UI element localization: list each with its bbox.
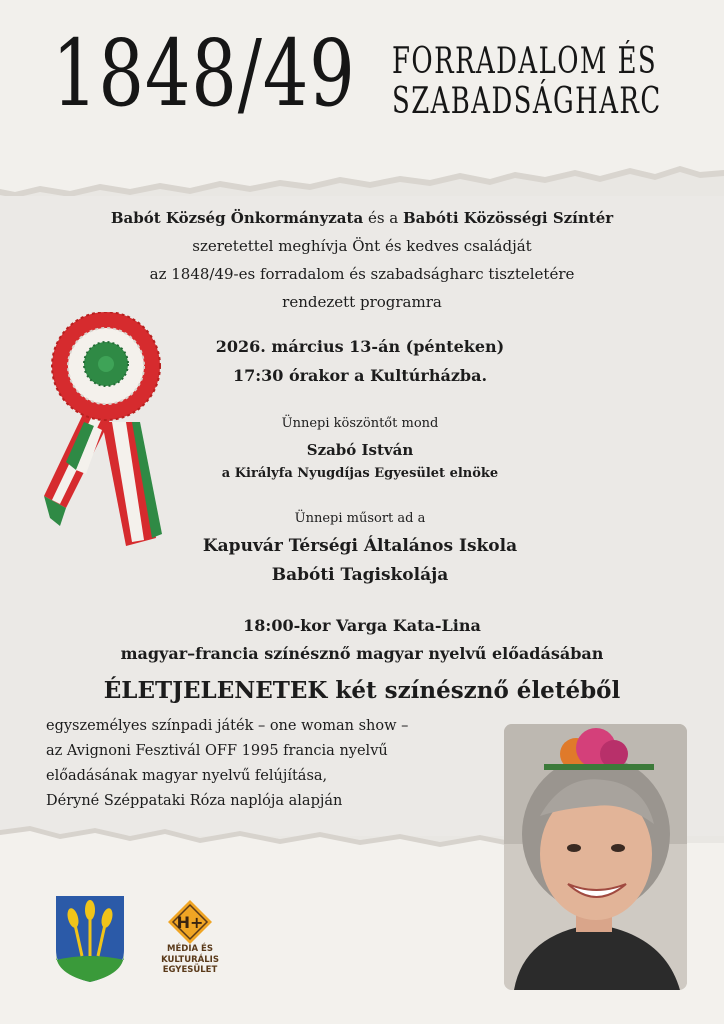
mk-line2: KULTURÁLIS <box>161 954 219 965</box>
intro-line3: az 1848/49-es forradalom és szabadságharc tiszteletére <box>149 265 575 283</box>
header-subtitle <box>392 42 662 123</box>
program-label: Ünnepi műsort ad a <box>294 511 426 526</box>
intro-hosts <box>0 204 724 232</box>
intro-line2: szeretettel meghívja Önt és kedves családját <box>192 237 532 255</box>
invitation-intro <box>0 204 724 316</box>
show-time-performer: 18:00-kor Varga Kata-Lina <box>243 616 481 635</box>
host-municipality: Babót Község Önkormányzata <box>110 209 364 227</box>
program-school <box>100 532 620 590</box>
show-detail-line: előadásának magyar nyelvű felújítása, <box>46 768 328 784</box>
show-detail-line: egyszemélyes színpadi játék – one woman show – <box>46 718 409 734</box>
event-time-place: 17:30 órakor a Kultúrházba. <box>232 366 488 385</box>
header-subtitle-line2: SZABADSÁGHARC <box>392 81 662 123</box>
show-title: ÉLETJELENETEK két színésznő életéből <box>103 677 621 704</box>
mk-logo-text <box>142 944 238 976</box>
host-connector: és a <box>363 209 403 227</box>
greeting-speaker: Szabó István <box>306 441 414 459</box>
performer-portrait-icon <box>504 724 687 990</box>
header-subtitle-line1: FORRADALOM ÉS <box>392 41 658 82</box>
event-date-block <box>150 332 570 390</box>
mk-line3: EGYESÜLET <box>162 965 218 975</box>
school-line1: Kapuvár Térségi Általános Iskola <box>202 536 518 556</box>
show-detail-line: Déryné Széppataki Róza naplója alapján <box>46 793 343 809</box>
performer-photo <box>504 724 687 990</box>
event-date: 2026. március 13-án (pénteken) <box>215 337 505 356</box>
school-line2: Babóti Tagiskolája <box>271 565 449 585</box>
show-detail-line: az Avignoni Fesztivál OFF 1995 francia nyelvű <box>46 743 388 759</box>
greeting-speaker-role: a Királyfa Nyugdíjas Egyesület elnöke <box>221 466 499 481</box>
host-community-space: Babóti Közösségi Színtér <box>403 209 614 227</box>
intro-line4: rendezett programra <box>282 293 442 311</box>
header-year: 1848/49 <box>52 20 356 127</box>
mk-line1: MÉDIA ÉS <box>167 944 213 954</box>
hplus-mark: H+ <box>176 913 204 932</box>
show-details <box>46 714 496 814</box>
village-crest-icon <box>54 894 126 984</box>
show-description: magyar–francia színésznő magyar nyelvű előadásában <box>120 644 604 663</box>
greeting-label: Ünnepi köszöntőt mond <box>281 416 439 431</box>
